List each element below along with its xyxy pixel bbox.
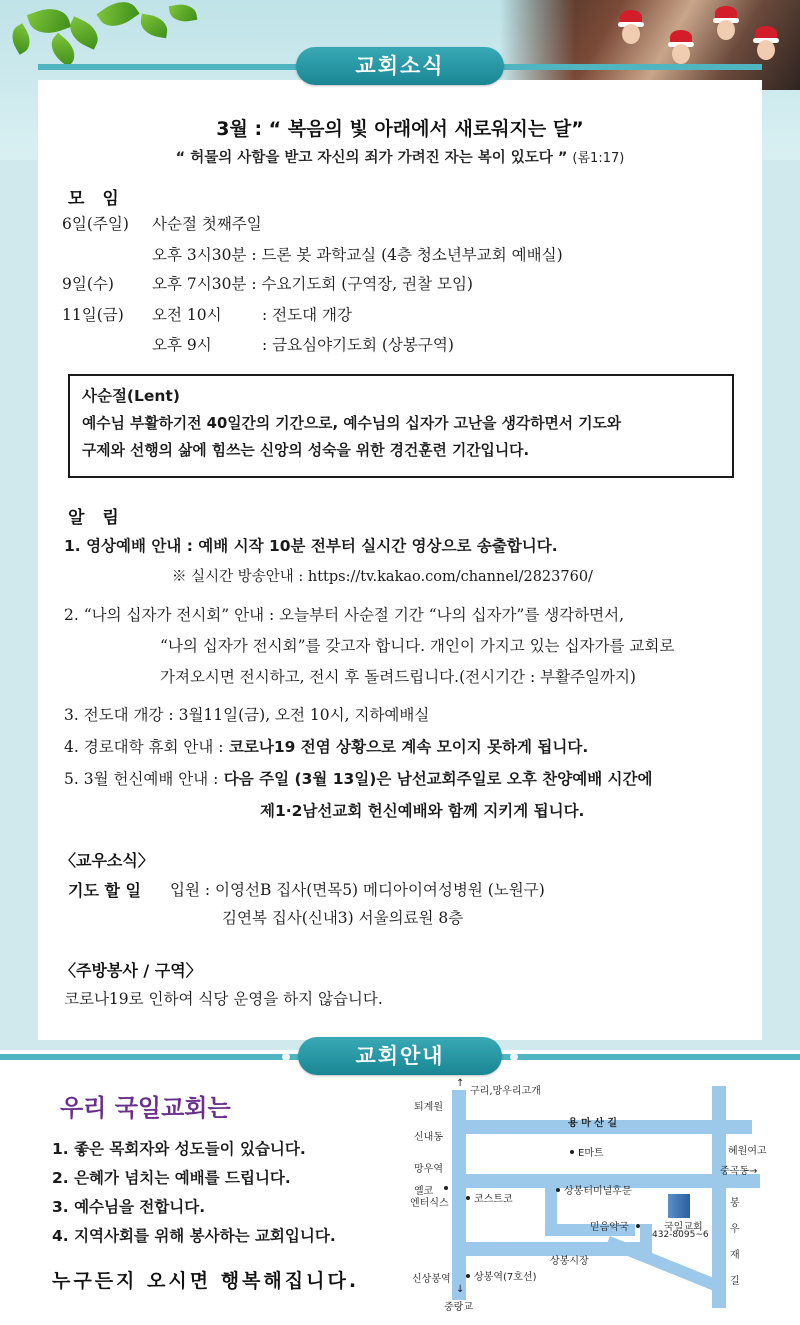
meeting-text: : 금요심야기도회 (상봉구역)	[262, 336, 454, 354]
guide-item: 2. 은혜가 넘치는 예배를 드립니다.	[52, 1169, 291, 1187]
notice-2-line2: “나의 십자가 전시회”를 갖고자 합니다. 개인이 가지고 있는 십자가를 교회로	[160, 637, 675, 655]
notice-1-stream-link[interactable]: ※ 실시간 방송안내 : https://tv.kakao.com/channel/2823760/	[172, 569, 593, 585]
guide-item: 3. 예수님을 전합니다.	[52, 1198, 206, 1216]
notices-heading: 알 림	[68, 508, 125, 528]
leaf-decoration	[138, 14, 169, 39]
theme-verse: “ 허물의 사함을 받고 자신의 죄가 가려진 자는 복이 있도다 ” (롬1:17)	[175, 150, 625, 166]
prayer-line-2: 김연복 집사(신내3) 서울의료원 8층	[222, 909, 464, 927]
notice-5-line2: 제1·2남선교회 헌신예배와 함께 지키게 됩니다.	[260, 802, 585, 820]
meeting-text: : 전도대 개강	[262, 306, 352, 324]
church-building-icon	[668, 1194, 690, 1218]
meeting-date: 9일(수)	[62, 275, 114, 293]
map-arrow-south: ↓	[456, 1284, 465, 1295]
members-heading: 〈교우소식〉	[60, 851, 154, 870]
meeting-time: 오전 10시	[152, 306, 222, 324]
meeting-date: 11일(금)	[62, 306, 124, 324]
meeting-date: 6일(주일)	[62, 215, 129, 233]
guide-header	[0, 1037, 800, 1077]
verse-reference: (롬1:17)	[572, 151, 625, 166]
guide-title: 우리 국일교회는	[60, 1088, 231, 1123]
month-theme: 3월 : “ 복음의 빛 아래에서 새로워지는 달”	[216, 118, 584, 140]
kitchen-text: 코로나19로 인하여 식당 운영을 하지 않습니다.	[64, 990, 383, 1008]
meetings-heading: 모 임	[68, 189, 125, 209]
guide-item: 1. 좋은 목회자와 성도들이 있습니다.	[52, 1140, 306, 1158]
notice-4: 4. 경로대학 휴회 안내 : 코로나19 전염 상황으로 계속 모이지 못하게 됩니다.	[64, 738, 589, 756]
prayer-label: 기도 할 일	[68, 881, 141, 900]
leaf-decoration	[169, 2, 198, 24]
meeting-text: 사순절 첫째주일	[152, 215, 262, 233]
notice-3: 3. 전도대 개강 : 3월11일(금), 오전 10시, 지하예배실	[64, 706, 430, 724]
notice-2-line3: 가져오시면 전시하고, 전시 후 돌려드립니다.(전시기간 : 부활주일까지)	[160, 668, 636, 686]
news-badge: 교회소식	[296, 47, 504, 85]
welcome-message: 누구든지 오시면 행복해집니다.	[52, 1270, 360, 1292]
meeting-time: 오후 9시	[152, 336, 212, 354]
church-location-map: ↑ 구리,망우리고개 퇴계원 용 마 산 길 신내동 E마트 혜원여고 망우역 중곡동→ 옐코 엔터식스 코스트코 상봉터미널후문 국일교회 432-8095~6 믿음약국 봉 우 재 길 상봉시장 신상봉역 상봉역(7호선) ↓ 중랑교	[410, 1078, 767, 1313]
notice-5: 5. 3월 헌신예배 안내 : 다음 주일 (3월 13일)은 남선교회주일로 오후 찬양예배 시간에	[64, 770, 653, 788]
guide-item: 4. 지역사회를 위해 봉사하는 교회입니다.	[52, 1227, 336, 1245]
meeting-text: 오후 3시30분 : 드론 봇 과학교실 (4층 청소년부교회 예배실)	[152, 246, 563, 264]
meeting-text: 오후 7시30분 : 수요기도회 (구역장, 권찰 모임)	[152, 275, 473, 293]
notice-1: 1. 영상예배 안내 : 예배 시작 10분 전부터 실시간 영상으로 송출합니다.	[64, 537, 558, 555]
lent-box	[68, 374, 734, 478]
map-arrow-north: ↑	[456, 1078, 465, 1089]
kitchen-heading: 〈주방봉사 / 구역〉	[60, 961, 202, 980]
guide-badge: 교회안내	[298, 1037, 502, 1075]
lent-body: 예수님 부활하기전 40일간의 기간으로, 예수님의 십자가 고난을 생각하면서 기도와 구제와 선행의 삶에 힘쓰는 신앙의 성숙을 위한 경건훈련 기간입니다.	[82, 415, 622, 459]
lent-title: 사순절(Lent)	[82, 387, 180, 405]
news-header	[0, 47, 800, 87]
leaf-decoration	[96, 0, 139, 34]
prayer-line-1: 입원 : 이영선B 집사(면목5) 메디아이여성병원 (노원구)	[170, 881, 545, 899]
leaf-decoration	[27, 2, 72, 39]
notice-2: 2. “나의 십자가 전시회” 안내 : 오늘부터 사순절 기간 “나의 십자가”를 생각하면서,	[64, 606, 625, 624]
